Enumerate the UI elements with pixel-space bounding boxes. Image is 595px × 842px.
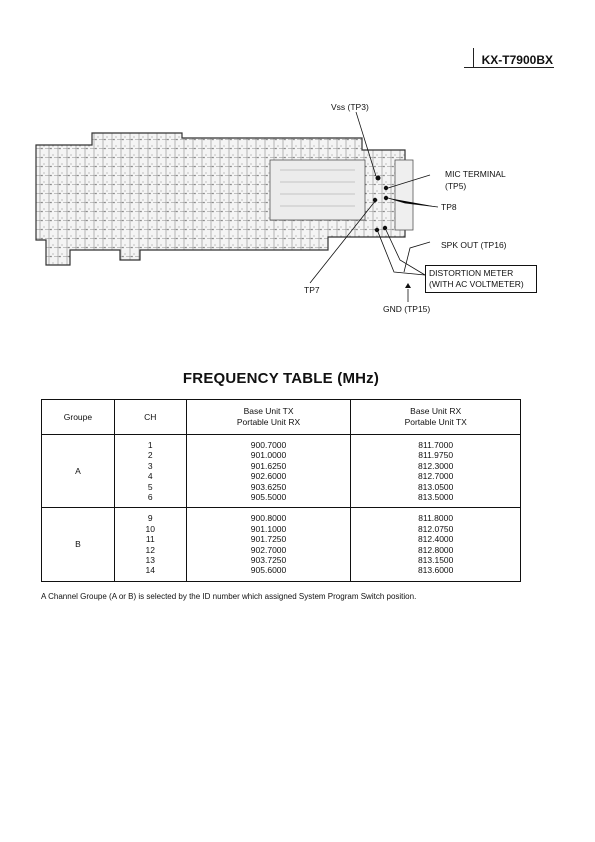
channel-cell: 3 — [147, 460, 153, 471]
rx-cell: 812.0750 — [417, 523, 454, 534]
header-group: Groupe — [42, 400, 115, 435]
frequency-table — [41, 399, 521, 582]
rx-cell: 813.1500 — [417, 555, 454, 566]
channel-cell: 4 — [147, 471, 153, 482]
rx-cell: 812.7000 — [417, 471, 454, 482]
gnd-label: GND (TP15) — [383, 304, 431, 314]
group-b-name: B — [42, 508, 115, 581]
channel-cell: 11 — [145, 534, 155, 545]
vss-label: Vss (TP3) — [331, 102, 369, 112]
tx-cell: 902.6000 — [250, 471, 287, 482]
model-number: KX-T7900BX — [473, 48, 553, 68]
group-a-channels — [114, 435, 186, 508]
rx-cell: 811.7000 — [418, 440, 454, 450]
frequency-table-title: FREQUENCY TABLE (MHz) — [182, 370, 380, 387]
channel-cell: 12 — [145, 544, 156, 555]
channel-cell: 10 — [145, 523, 156, 534]
distortion-meter-line2: (WITH AC VOLTMETER) — [429, 279, 524, 289]
tx-cell: 903.6250 — [250, 481, 287, 492]
channel-cell: 5 — [147, 481, 153, 492]
rx-cell: 813.6000 — [417, 565, 454, 576]
tp16-point — [383, 226, 387, 230]
mic-tp-label: (TP5) — [445, 181, 467, 191]
rx-cell: 812.4000 — [417, 534, 454, 545]
tp3-point — [376, 176, 381, 181]
tx-cell: 900.8000 — [250, 513, 287, 524]
tx-cell: 905.6000 — [250, 565, 287, 576]
header-rx-line2: Portable Unit TX — [404, 417, 467, 427]
channel-cell: 6 — [147, 492, 153, 503]
group-b-channels — [114, 508, 186, 581]
channel-cell: 13 — [145, 555, 156, 566]
table-row — [42, 435, 521, 508]
distortion-meter-box — [425, 265, 537, 293]
pcb-diagram — [0, 90, 595, 330]
group-a-rx — [351, 435, 521, 508]
tx-cell: 902.7000 — [250, 544, 287, 555]
tx-cell: 901.6250 — [250, 460, 287, 471]
tx-cell: 901.0000 — [250, 450, 287, 461]
table-header-row — [42, 400, 521, 435]
group-b-tx — [186, 508, 351, 581]
group-a-tx — [186, 435, 351, 508]
tx-cell: 900.7000 — [250, 440, 287, 450]
header-tx-line2: Portable Unit RX — [236, 417, 301, 427]
channel-cell: 1 — [147, 440, 153, 450]
group-a-name: A — [42, 435, 115, 508]
header-tx — [186, 400, 351, 435]
footnote: A Channel Groupe (A or B) is selected by the ID number which assigned System Program Switch position. — [41, 592, 417, 601]
tx-cell: 901.7250 — [250, 534, 287, 545]
tx-cell: 903.7250 — [250, 555, 287, 566]
pcb-module — [270, 160, 365, 220]
channel-cell: 2 — [147, 450, 153, 461]
tp8-point — [384, 196, 388, 200]
tp8-label: TP8 — [441, 202, 457, 212]
spk-out-label: SPK OUT (TP16) — [441, 240, 507, 250]
rx-cell: 811.8000 — [418, 513, 454, 524]
distortion-meter-line1: DISTORTION METER — [429, 268, 514, 278]
header-ch: CH — [114, 400, 186, 435]
group-b-rx — [351, 508, 521, 581]
tp5-point — [384, 186, 388, 190]
rx-cell: 813.0500 — [417, 481, 454, 492]
rx-cell: 812.3000 — [417, 460, 454, 471]
rx-cell: 812.8000 — [417, 544, 454, 555]
mic-terminal-label: MIC TERMINAL — [445, 169, 506, 179]
rx-cell: 813.5000 — [417, 492, 454, 503]
tp15-point — [375, 228, 379, 232]
rx-cell: 811.9750 — [418, 450, 454, 461]
tx-cell: 901.1000 — [250, 523, 287, 534]
header-rule — [464, 67, 554, 68]
header-rx — [351, 400, 521, 435]
header-tx-line1: Base Unit TX — [243, 406, 294, 416]
tx-cell: 905.5000 — [250, 492, 287, 503]
table-row — [42, 508, 521, 581]
channel-cell: 9 — [147, 513, 153, 524]
tp7-label: TP7 — [304, 285, 320, 295]
header-rx-line1: Base Unit RX — [410, 406, 462, 416]
channel-cell: 14 — [145, 565, 156, 576]
